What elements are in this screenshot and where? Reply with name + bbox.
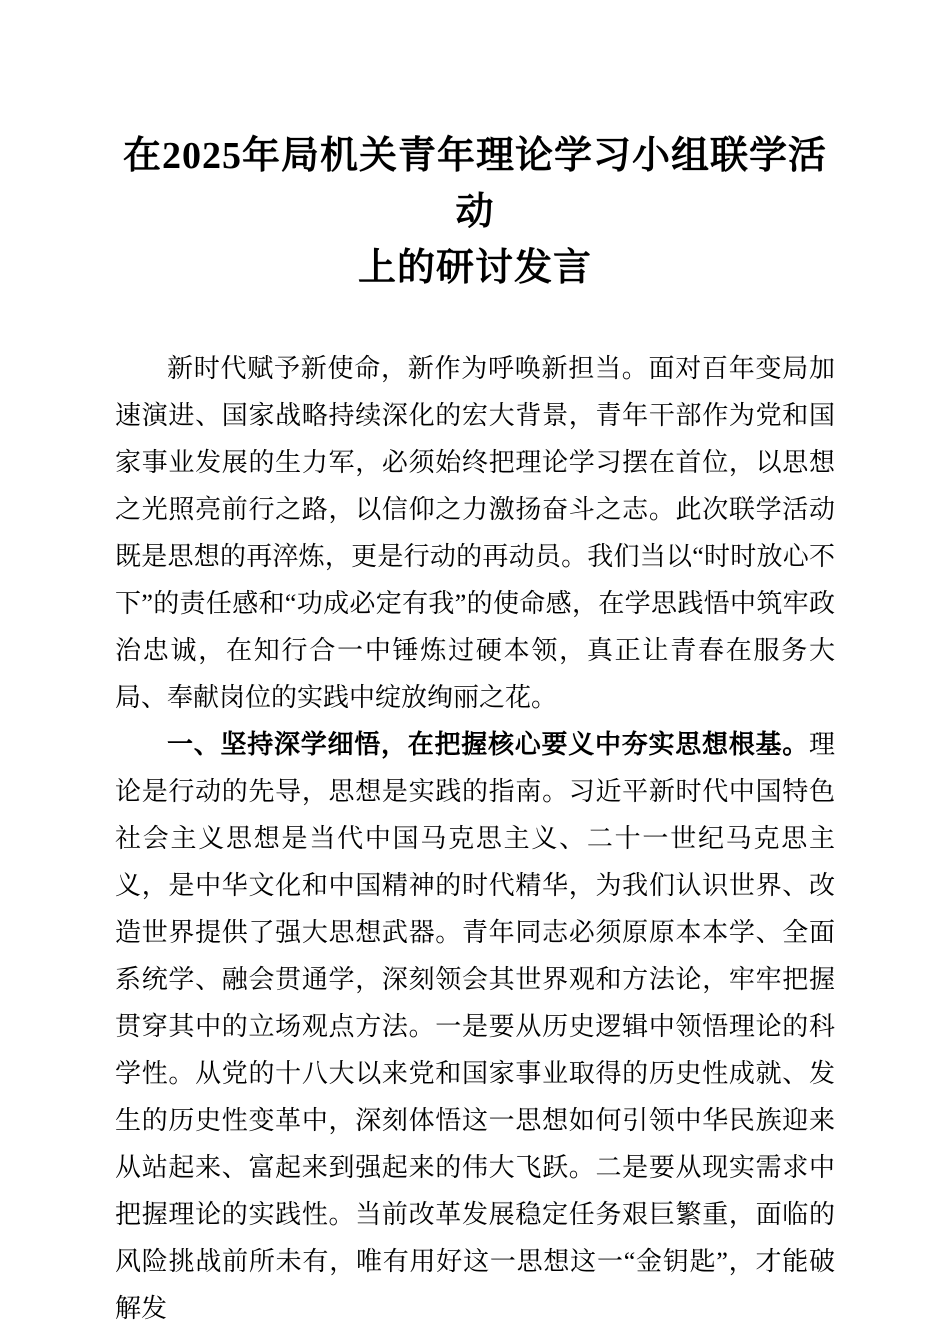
document-title-line-2: 上的研讨发言 — [357, 247, 592, 290]
paragraph-section-1 — [115, 721, 835, 1332]
paragraph-section-1-text: 理论是行动的先导，思想是实践的指南。习近平新时代中国特色社会主义思想是当代中国马克思主义、二十一世纪马克思主义，是中华文化和中国精神的时代精华，为我们认识世界、改造世界提供了强大思想武器。青年同志必须原原本本学、全面系统学、融会贯通学，深刻领会其世界观和方法论，牢牢把握贯穿其中的立场观点方法。一是要从历史逻辑中领悟理论的科学性。从党的十八大以来党和国家事业取得的历史性成就、发生的历史性变革中，深刻体悟这一思想如何引领中华民族迎来从站起来、富起来到强起来的伟大飞跃。二是要从现实需求中把握理论的实践性。当前改革发展稳定任务艰巨繁重，面临的风险挑战前所未有，唯有用好这一思想这一“金钥匙”，才能破解发 — [115, 729, 835, 1323]
paragraph-section-1-heading: 一、坚持深学细悟，在把握核心要义中夯实思想根基。 — [167, 729, 809, 759]
paragraph-intro — [115, 345, 835, 721]
document-title — [115, 128, 835, 297]
document-body — [115, 345, 835, 1332]
document-title-line-1: 在2025年局机关青年理论学习小组联学活动 — [122, 135, 827, 234]
paragraph-intro-text: 新时代赋予新使命，新作为呼唤新担当。面对百年变局加速演进、国家战略持续深化的宏大背景，青年干部作为党和国家事业发展的生力军，必须始终把理论学习摆在首位，以思想之光照亮前行之路，以信仰之力激扬奋斗之志。此次联学活动既是思想的再淬炼，更是行动的再动员。我们当以“时时放心不下”的责任感和“功成必定有我”的使命感，在学思践悟中筑牢政治忠诚，在知行合一中锤炼过硬本领，真正让青春在服务大局、奉献岗位的实践中绽放绚丽之花。 — [115, 353, 835, 712]
